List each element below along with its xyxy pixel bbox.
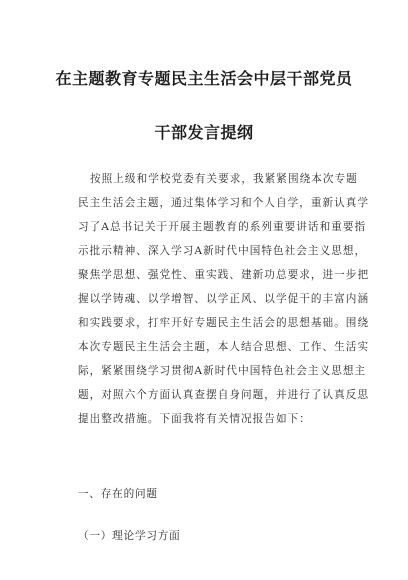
- paragraph-line: 和实践要求，打牢开好专题民主生活会的思想基础。围绕: [78, 317, 370, 329]
- paragraph-line: 握以学铸魂、以学增智、以学正风、以学促干的丰富内涵: [78, 293, 370, 305]
- subsection-heading: （一）理论学习方面: [78, 530, 181, 542]
- paragraph-line: 习了A总书记关于开展主题教育的系列重要讲话和重要指: [78, 221, 367, 233]
- paragraph-line: 民主生活会主题，通过集体学习和个人自学，重新认真学: [78, 197, 370, 209]
- paragraph-line: 提出整改措施。下面我将有关情况报告如下：: [78, 413, 311, 425]
- section-heading: 一、存在的问题: [78, 488, 158, 500]
- paragraph-line: 聚焦学思想、强党性、重实践、建新功总要求，进一步把: [78, 269, 370, 281]
- paragraph-line: 示批示精神、深入学习A新时代中国特色社会主义思想，: [78, 245, 367, 257]
- document-title-line-1: 在主题教育专题民主生活会中层干部党员: [55, 69, 353, 88]
- paragraph-line: 按照上级和学校党委有关要求，我紧紧围绕本次专题: [90, 173, 358, 185]
- document-title-line-2: 干部发言提纲: [154, 123, 254, 142]
- paragraph-line: 题，对照六个方面认真查摆自身问题，并进行了认真反思: [78, 389, 370, 401]
- paragraph-line: 本次专题民主生活会主题，本人结合思想、工作、生活实: [78, 341, 370, 353]
- paragraph-line: 际，紧紧围绕学习贯彻A新时代中国特色社会主义思想主: [78, 365, 367, 377]
